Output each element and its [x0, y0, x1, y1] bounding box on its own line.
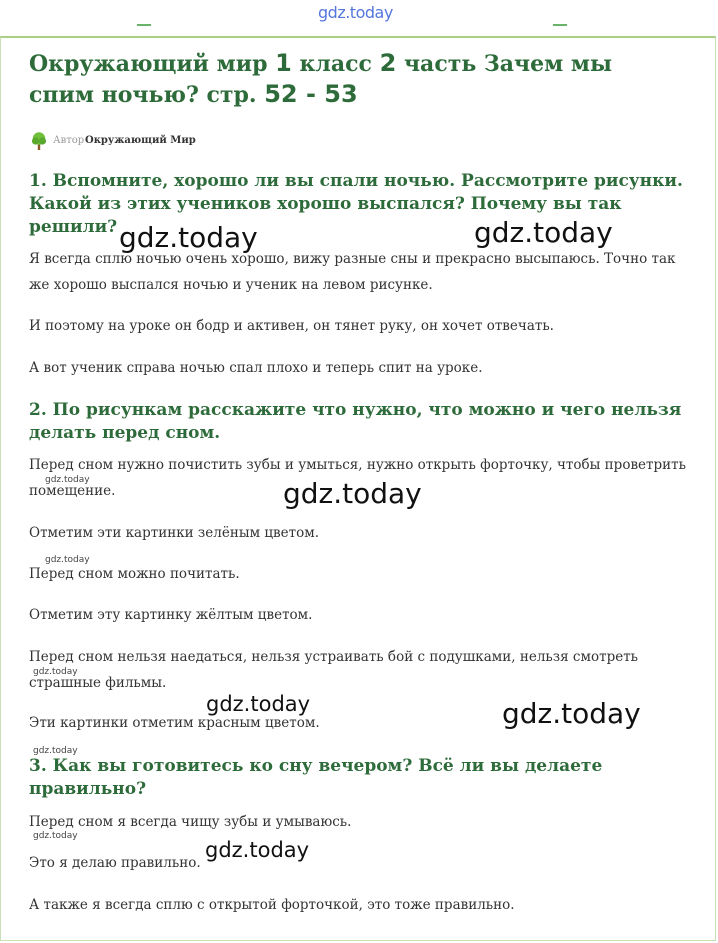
- answer-paragraph: Это я делаю правильно.: [29, 855, 201, 871]
- title-pages: 52 - 53: [264, 80, 358, 108]
- watermark: gdz.today: [502, 697, 641, 730]
- decor-dash-left: [137, 24, 151, 26]
- answer-paragraph: Перед сном можно почитать.: [29, 566, 240, 582]
- answer-paragraph: Эти картинки отметим красным цветом.: [29, 715, 320, 731]
- title-part: Окружающий мир: [29, 51, 276, 77]
- decor-dash-right: [553, 24, 567, 26]
- watermark: gdz.today: [33, 667, 78, 677]
- author-prefix: Автор: [53, 135, 85, 146]
- tree-icon: [29, 131, 49, 151]
- answer-paragraph: А также я всегда сплю с открытой форточкой, это тоже правильно.: [29, 897, 515, 913]
- answer-paragraph: Перед сном нужно почистить зубы и умыться, нужно открыть форточку, чтобы проветрить помещение.: [29, 457, 686, 499]
- page-title: [29, 48, 679, 110]
- answer-paragraph: Я всегда сплю ночью очень хорошо, вижу разные сны и прекрасно высыпаюсь. Точно так же хорошо выспался ночью и ученик на левом рисунке.: [29, 251, 676, 293]
- question-1: 1. Вспомните, хорошо ли вы спали ночью. Рассмотрите рисунки. Какой из этих учеников хорошо выспался? Почему вы так решили?: [29, 171, 683, 237]
- title-part-number: 2: [379, 49, 397, 77]
- article-container: [0, 36, 716, 941]
- watermark: gdz.today: [119, 221, 258, 254]
- watermark: gdz.today: [33, 831, 78, 841]
- question-3: 3. Как вы готовитесь ко сну вечером? Всё ли вы делаете правильно?: [29, 756, 603, 799]
- title-part: часть Зачем мы спим ночью? стр.: [29, 51, 613, 108]
- title-part: класс: [291, 51, 380, 77]
- answer-paragraph: Отметим эту картинку жёлтым цветом.: [29, 607, 313, 623]
- watermark: gdz.today: [283, 477, 422, 510]
- answer-paragraph: Перед сном я всегда чищу зубы и умываюсь.: [29, 814, 352, 830]
- top-bar: [0, 0, 718, 36]
- answer-paragraph: Перед сном нельзя наедаться, нельзя устраивать бой с подушками, нельзя смотреть страшные фильмы.: [29, 649, 639, 691]
- watermark: gdz.today: [45, 475, 90, 485]
- question-2: 2. По рисункам расскажите что нужно, что можно и чего нельзя делать перед сном.: [29, 400, 682, 443]
- watermark: gdz.today: [45, 555, 90, 565]
- title-grade: 1: [275, 49, 292, 77]
- watermark: gdz.today: [206, 692, 311, 716]
- watermark: gdz.today: [33, 746, 78, 756]
- author-name[interactable]: Окружающий Мир: [85, 135, 196, 146]
- answer-paragraph: А вот ученик справа ночью спал плохо и теперь спит на уроке.: [29, 360, 483, 376]
- answer-paragraph: Отметим эти картинки зелёным цветом.: [29, 525, 320, 541]
- site-logo[interactable]: gdz.today: [318, 3, 393, 22]
- watermark: gdz.today: [474, 216, 613, 249]
- answer-paragraph: И поэтому на уроке он бодр и активен, он тянет руку, он хочет отвечать.: [29, 318, 554, 334]
- watermark: gdz.today: [205, 838, 310, 862]
